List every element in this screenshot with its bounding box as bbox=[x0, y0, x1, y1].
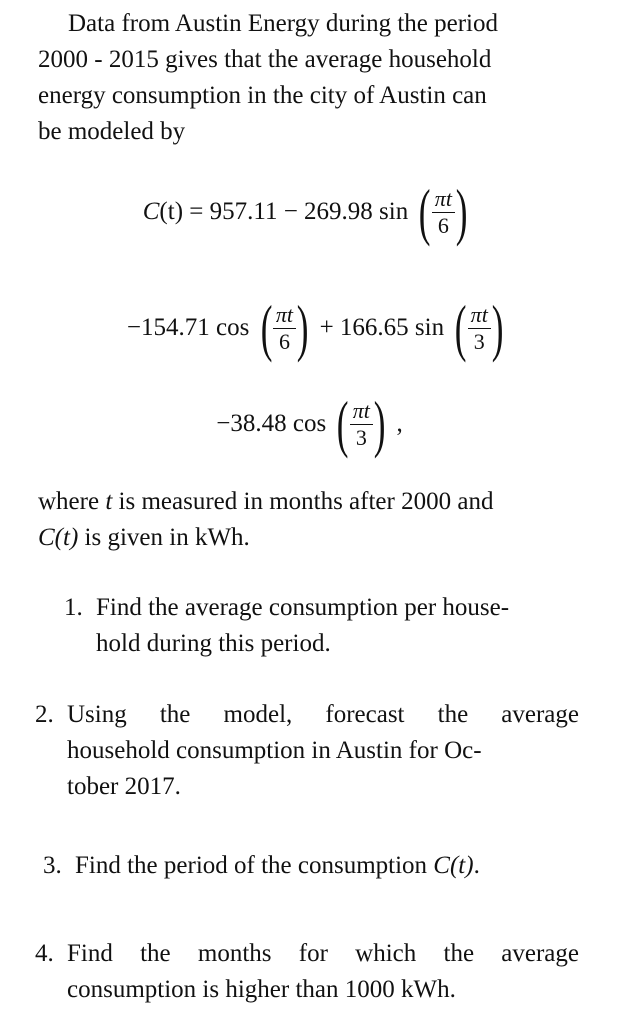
intro-paragraph bbox=[38, 6, 608, 150]
question-4-line-1: Find the months for which the average bbox=[67, 940, 579, 967]
intro-line-1: Data from Austin Energy during the period bbox=[68, 10, 499, 37]
equation-lhs-variable: (t) bbox=[159, 198, 184, 225]
question-1-number: 1. bbox=[64, 594, 83, 621]
question-3-line-1-post: . bbox=[473, 852, 480, 879]
question-1 bbox=[64, 590, 606, 662]
fraction-denominator: 6 bbox=[437, 212, 449, 238]
fraction-denominator: 3 bbox=[473, 328, 485, 354]
equation-line-3 bbox=[0, 388, 627, 459]
question-3 bbox=[43, 848, 605, 884]
after-line-1-pre: where bbox=[38, 488, 106, 515]
intro-line-4: be modeled by bbox=[38, 118, 186, 145]
after-equation-paragraph bbox=[38, 484, 608, 556]
question-4-number: 4. bbox=[35, 940, 54, 967]
fraction-numerator: πt bbox=[432, 186, 455, 213]
question-2-line-2: household consumption in Austin for Oc- bbox=[67, 737, 482, 764]
fraction-numerator: πt bbox=[273, 302, 296, 329]
equation-line-2 bbox=[0, 292, 635, 363]
fraction-pi-t-over-3: ( $\frac{\pi t}{3}$ ) bbox=[455, 292, 504, 363]
equation-term-1: = 957.11 − 269.98 sin bbox=[183, 198, 409, 225]
fraction-pi-t-over-6-b: ( $\frac{\pi t}{6}$ ) bbox=[260, 292, 309, 363]
after-variable-ct: C(t) bbox=[38, 524, 79, 551]
equation-lhs-function: C bbox=[142, 198, 160, 225]
question-4 bbox=[35, 936, 579, 1008]
after-line-1-post: is measured in months after 2000 and bbox=[112, 488, 494, 515]
question-1-line-1: Find the average consumption per house- bbox=[96, 594, 510, 621]
question-2-line-3: tober 2017. bbox=[67, 773, 181, 800]
question-1-line-2: hold during this period. bbox=[96, 630, 331, 657]
equation-end-comma: , bbox=[396, 410, 403, 437]
fraction-denominator: 6 bbox=[278, 328, 290, 354]
intro-line-3: energy consumption in the city of Austin can bbox=[38, 82, 487, 109]
equation-term-3: + 166.65 sin bbox=[319, 314, 445, 341]
intro-line-2: 2000 - 2015 gives that the average household bbox=[38, 46, 492, 73]
question-3-line-1-pre: Find the period of the consumption bbox=[75, 852, 434, 879]
question-2-number: 2. bbox=[35, 701, 54, 728]
fraction-denominator: 3 bbox=[355, 424, 367, 450]
equation-term-4: −38.48 cos bbox=[216, 410, 327, 437]
question-4-line-2: consumption is higher than 1000 kWh. bbox=[67, 976, 456, 1003]
question-3-variable: C(t) bbox=[433, 852, 474, 879]
fraction-numerator: πt bbox=[468, 302, 491, 329]
after-variable-t: t bbox=[105, 488, 113, 515]
question-3-number: 3. bbox=[43, 852, 62, 879]
question-2 bbox=[35, 697, 579, 805]
question-2-line-1: Using the model, forecast the average bbox=[67, 701, 579, 728]
after-line-2-post: is given in kWh. bbox=[78, 524, 250, 551]
equation-line-1 bbox=[0, 176, 625, 247]
fraction-numerator: πt bbox=[350, 398, 373, 425]
fraction-pi-t-over-6: ( $\frac{\pi t}{6}$ ) bbox=[419, 176, 468, 247]
fraction-pi-t-over-3-b: ( $\frac{\pi t}{3}$ ) bbox=[337, 388, 386, 459]
equation-term-2: −154.71 cos bbox=[126, 314, 250, 341]
